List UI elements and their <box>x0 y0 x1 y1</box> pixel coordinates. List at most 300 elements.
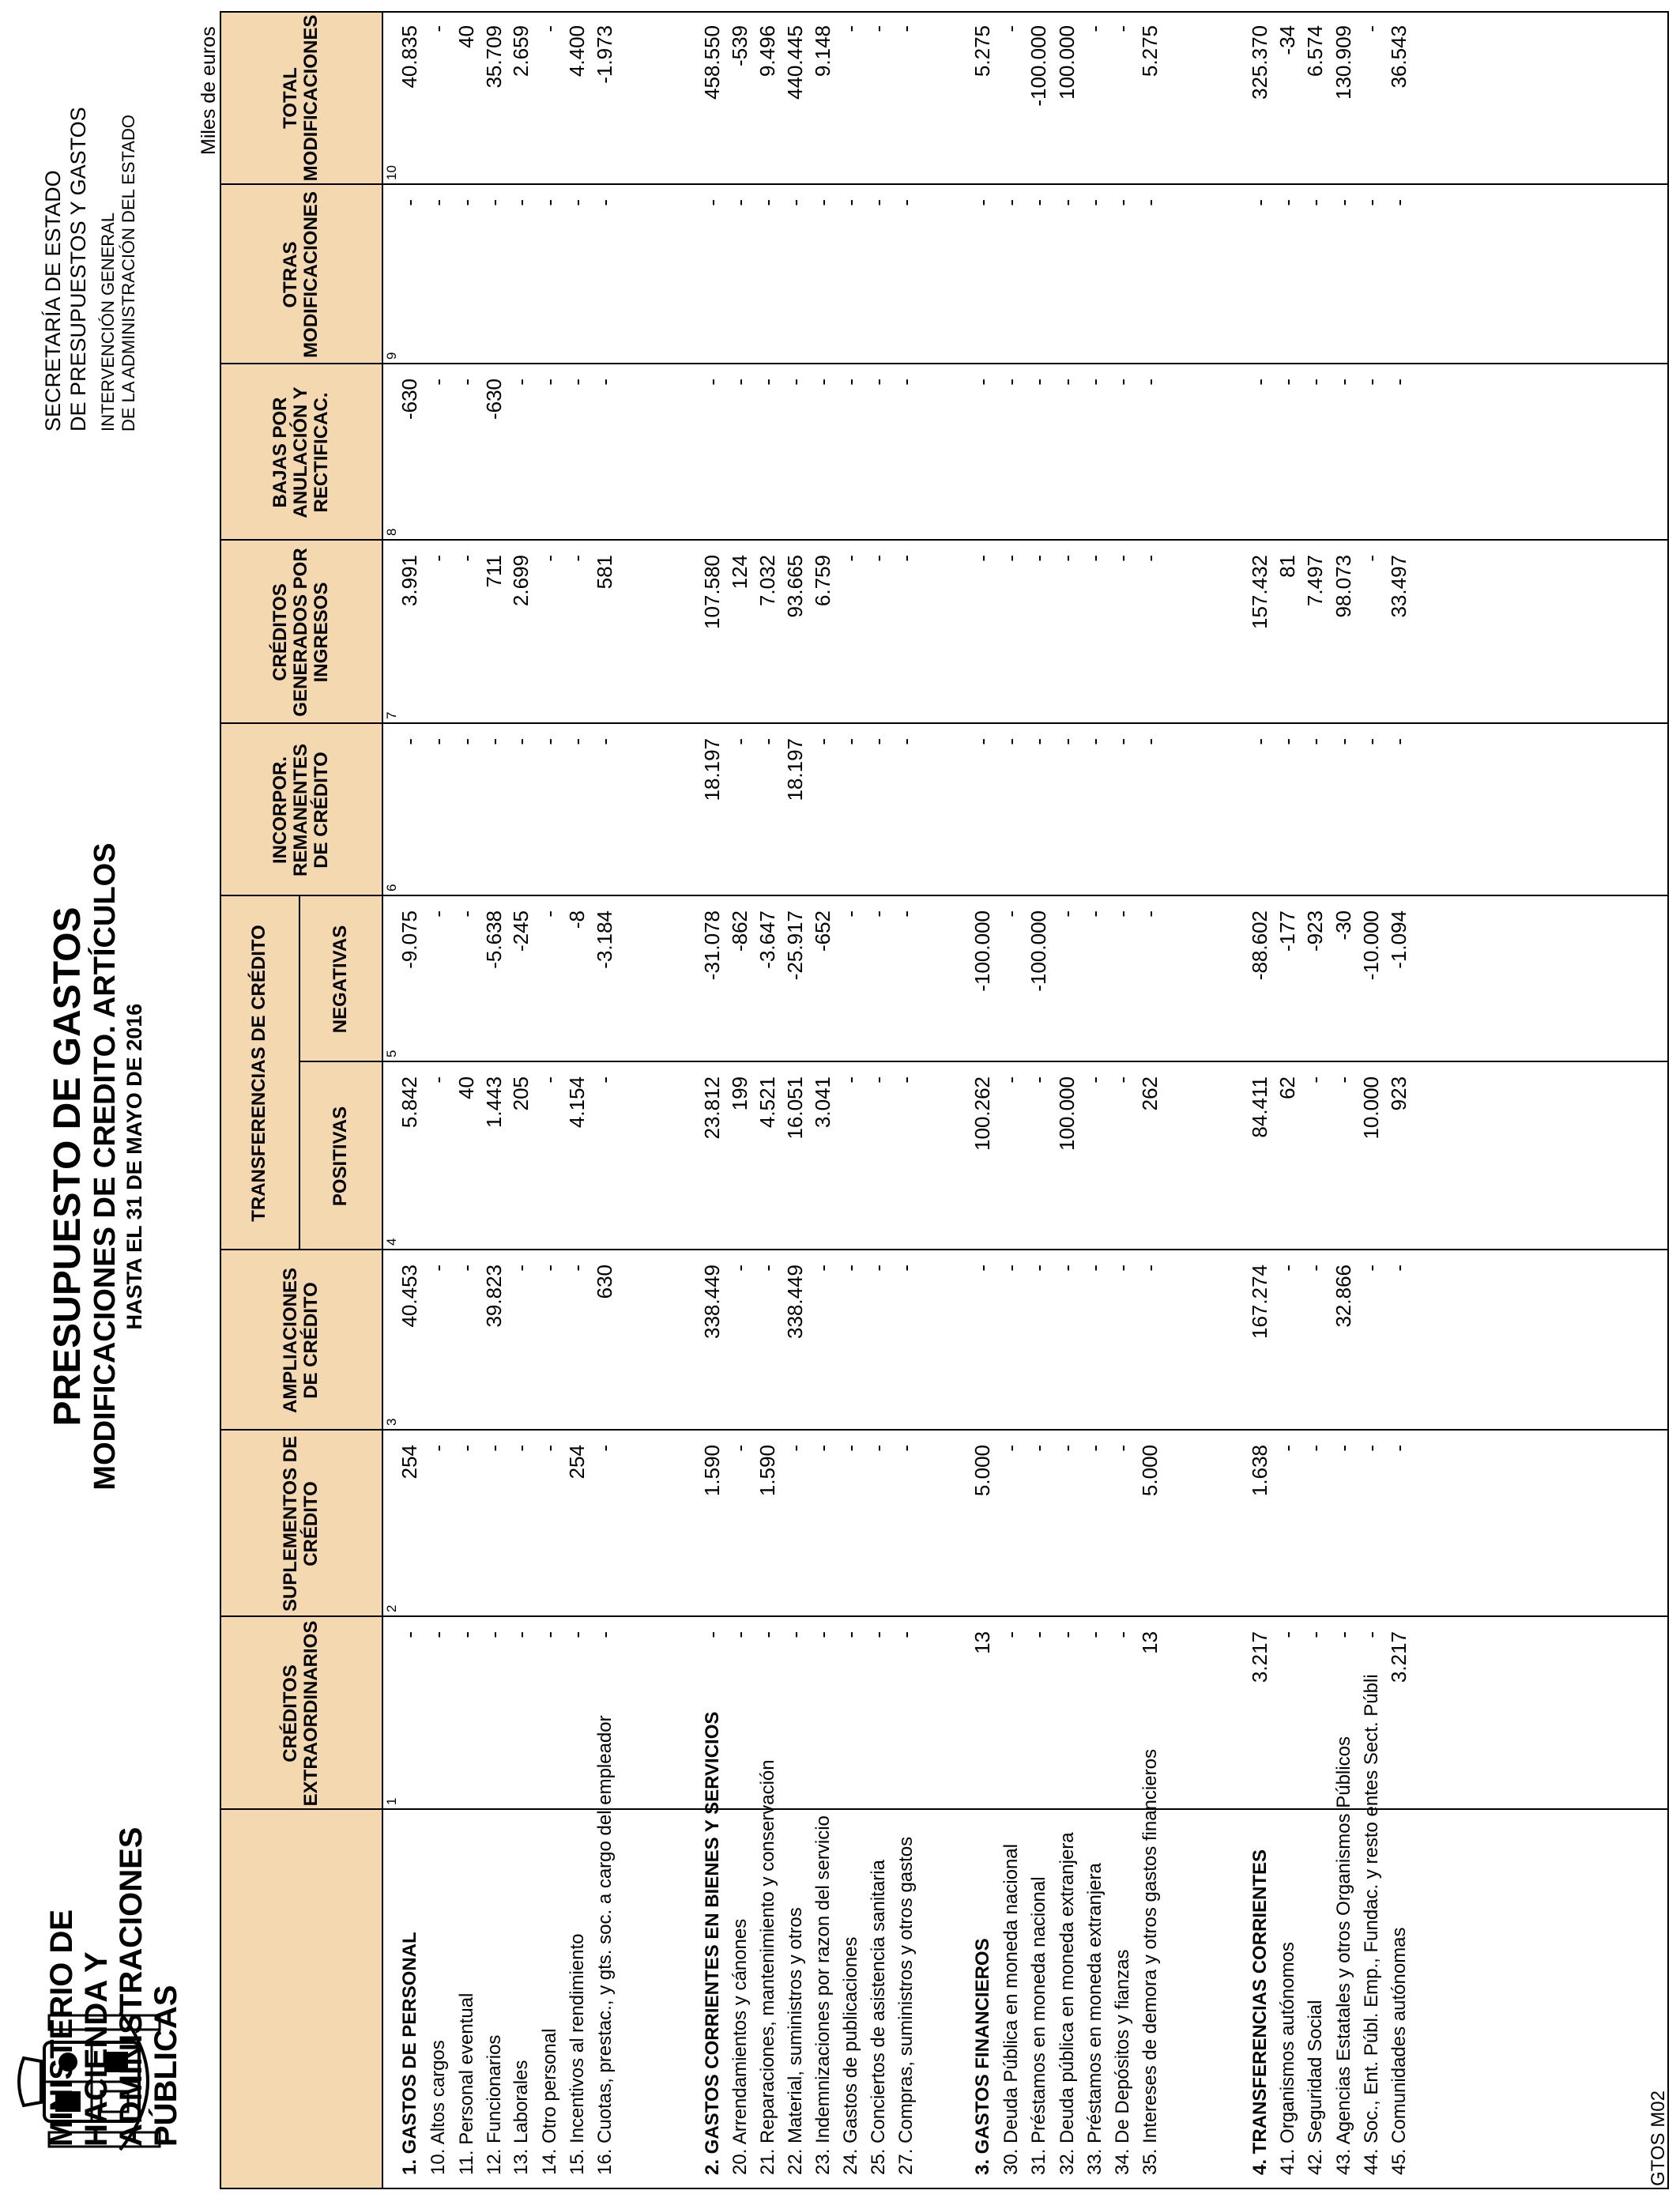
table-cell: 13 <box>970 1631 994 1654</box>
intervention-line: INTERVENCIÓN GENERAL <box>98 212 118 432</box>
table-cell: 100.262 <box>970 1076 994 1151</box>
row-label: 27. Compras, suministros y otros gastos <box>895 1836 917 2175</box>
table-cell: - <box>838 1631 862 1638</box>
table-cell: - <box>866 199 890 206</box>
row-label: 32. Deuda pública en moneda extranjera <box>1057 1832 1078 2175</box>
table-cell: 2.659 <box>509 25 533 77</box>
table-cell: - <box>426 25 450 32</box>
row-label: 34. De Depósitos y fianzas <box>1112 1949 1133 2175</box>
table-cell: 40 <box>454 1076 478 1099</box>
column-number: 5 <box>384 1050 399 1057</box>
column-header-c5 <box>302 901 379 1057</box>
table-cell: - <box>1055 910 1079 918</box>
table-cell: -10.000 <box>1359 910 1383 981</box>
table-cell: - <box>838 379 862 386</box>
column-divider <box>220 1249 1669 1250</box>
table-cell: 3.217 <box>1387 1631 1411 1683</box>
table-cell: - <box>811 1265 834 1272</box>
table-cell: - <box>755 379 779 386</box>
table-cell: 262 <box>1138 1076 1162 1111</box>
table-border <box>220 11 1669 13</box>
column-header-c3 <box>223 1255 379 1426</box>
table-cell: -88.602 <box>1248 910 1271 981</box>
row-label: 43. Agencias Estatales y otros Organismos Públicos <box>1333 1736 1354 2175</box>
table-cell: - <box>1359 738 1383 745</box>
table-cell: 84.411 <box>1248 1076 1271 1138</box>
table-cell: -539 <box>728 25 751 67</box>
table-cell: 4.154 <box>565 1076 589 1129</box>
table-cell: 440.445 <box>783 25 807 100</box>
table-cell: -923 <box>1303 910 1327 952</box>
table-cell: - <box>1359 25 1383 32</box>
row-label: 44. Soc., Ent. Públ. Emp., Fundac. y resto entes Sect. Públi <box>1361 1674 1382 2175</box>
table-cell: 16.051 <box>783 1076 807 1140</box>
table-cell: - <box>509 1631 533 1638</box>
table-cell: - <box>838 910 862 918</box>
table-cell: - <box>1110 1445 1134 1452</box>
table-cell: - <box>1026 1076 1050 1084</box>
table-cell: - <box>1332 379 1355 386</box>
table-cell: - <box>1387 379 1411 386</box>
column-number: 3 <box>384 1418 399 1426</box>
table-cell: 6.759 <box>811 555 834 607</box>
table-cell: - <box>1387 738 1411 745</box>
table-cell: - <box>1110 25 1134 32</box>
table-cell: - <box>811 1445 834 1452</box>
table-cell: - <box>866 1265 890 1272</box>
table-cell: -34 <box>1275 25 1299 55</box>
table-cell: - <box>1138 555 1162 562</box>
table-cell: - <box>783 1445 807 1452</box>
table-cell: - <box>454 199 478 206</box>
table-cell: - <box>838 199 862 206</box>
table-cell: - <box>1026 1265 1050 1272</box>
table-cell: 205 <box>509 1076 533 1111</box>
table-cell: - <box>1083 555 1106 562</box>
table-cell: - <box>1026 379 1050 386</box>
table-cell: - <box>894 1076 917 1084</box>
table-cell: 3.217 <box>1248 1631 1271 1683</box>
table-cell: 2.699 <box>509 555 533 607</box>
table-cell: 39.823 <box>482 1265 506 1328</box>
table-cell: - <box>1083 25 1106 32</box>
table-cell: 107.580 <box>700 555 724 629</box>
table-cell: - <box>838 1265 862 1272</box>
table-cell: - <box>1359 199 1383 206</box>
table-cell: 40.453 <box>397 1265 421 1328</box>
table-cell: - <box>537 1265 561 1272</box>
table-cell: - <box>593 379 616 386</box>
row-label: 10. Altos cargos <box>428 2040 449 2175</box>
table-cell: 630 <box>593 1265 616 1299</box>
table-cell: - <box>1110 738 1134 745</box>
table-cell: 62 <box>1275 1076 1299 1099</box>
table-cell: - <box>1055 738 1079 745</box>
table-cell: 5.842 <box>397 1076 421 1129</box>
table-cell: 81 <box>1275 555 1299 578</box>
table-cell: - <box>1055 1631 1079 1638</box>
table-cell: - <box>537 738 561 745</box>
table-cell: - <box>565 379 589 386</box>
table-cell: - <box>894 910 917 918</box>
table-cell: - <box>1026 199 1050 206</box>
column-header-c10 <box>223 16 379 180</box>
column-number: 6 <box>384 884 399 892</box>
table-cell: - <box>482 738 506 745</box>
table-cell: - <box>1332 738 1355 745</box>
column-number: 7 <box>384 711 399 719</box>
column-divider <box>220 539 1669 541</box>
table-cell: - <box>537 1631 561 1638</box>
table-cell: - <box>1026 555 1050 562</box>
table-cell: 4.521 <box>755 1076 779 1129</box>
table-cell: -862 <box>728 910 751 952</box>
table-cell: - <box>426 555 450 562</box>
table-cell: - <box>593 1631 616 1638</box>
table-cell: - <box>1359 1631 1383 1638</box>
table-cell: 32.866 <box>1332 1265 1355 1328</box>
column-divider <box>220 363 1669 364</box>
ministry-line: PÚBLICAS <box>149 1985 183 2147</box>
row-label: 41. Organismos autónomos <box>1277 1942 1298 2175</box>
table-cell: - <box>783 379 807 386</box>
column-divider <box>220 1429 1669 1431</box>
table-cell: 5.000 <box>1138 1445 1162 1497</box>
table-cell: 7.032 <box>755 555 779 607</box>
table-cell: - <box>1138 199 1162 206</box>
table-cell: - <box>866 1076 890 1084</box>
table-border <box>220 11 221 2189</box>
column-number: 1 <box>384 1797 399 1805</box>
table-cell: - <box>728 379 751 386</box>
table-cell: 1.443 <box>482 1076 506 1129</box>
column-number: 9 <box>384 352 399 360</box>
table-cell: 157.432 <box>1248 555 1271 629</box>
table-cell: 6.574 <box>1303 25 1327 77</box>
table-cell: -100.000 <box>970 910 994 992</box>
row-label: 45. Comunidades autónomas <box>1388 1927 1410 2175</box>
table-cell: - <box>1138 910 1162 918</box>
row-label: 35. Intereses de demora y otros gastos financieros <box>1139 1749 1161 2175</box>
table-cell: - <box>728 199 751 206</box>
table-cell: - <box>593 199 616 206</box>
table-cell: - <box>999 1265 1023 1272</box>
table-cell: 1.638 <box>1248 1445 1271 1497</box>
row-label: 11. Personal eventual <box>456 1992 477 2175</box>
table-cell: - <box>1248 199 1271 206</box>
table-cell: - <box>1026 738 1050 745</box>
column-header-c2 <box>223 1435 379 1612</box>
table-cell: - <box>1387 1445 1411 1452</box>
column-divider <box>299 1061 1669 1062</box>
table-cell: -1.973 <box>593 25 616 84</box>
table-cell: - <box>1110 1265 1134 1272</box>
table-cell: - <box>894 25 917 32</box>
table-cell: - <box>1110 555 1134 562</box>
table-cell: - <box>1359 379 1383 386</box>
table-cell: - <box>482 199 506 206</box>
ministry-line: MINISTERIO DE <box>44 1909 79 2147</box>
table-cell: - <box>1387 199 1411 206</box>
secretariat-line: DE PRESUPUESTOS Y GASTOS <box>66 107 90 432</box>
table-cell: - <box>999 738 1023 745</box>
column-header-c8 <box>223 369 379 536</box>
table-cell: - <box>838 555 862 562</box>
table-cell: - <box>565 1265 589 1272</box>
table-cell: - <box>426 1076 450 1084</box>
table-cell: - <box>1055 199 1079 206</box>
table-cell: - <box>1083 379 1106 386</box>
table-cell: -100.000 <box>1026 25 1050 107</box>
table-cell: 458.550 <box>700 25 724 100</box>
row-label: 12. Funcionarios <box>484 2034 505 2175</box>
column-number: 10 <box>384 165 399 180</box>
table-border <box>1667 11 1669 2189</box>
table-cell: 33.497 <box>1387 555 1411 618</box>
column-header-text: CRÉDITOS EXTRAORDINARIOS <box>279 1620 322 1807</box>
table-cell: - <box>811 379 834 386</box>
table-cell: -9.075 <box>397 910 421 969</box>
table-cell: 13 <box>1138 1631 1162 1654</box>
title-line-2: MODIFICACIONES DE CREDITO. ARTÍCULOS <box>89 843 122 1491</box>
table-cell: - <box>894 199 917 206</box>
table-cell: - <box>970 379 994 386</box>
table-cell: - <box>1359 1445 1383 1452</box>
table-cell: - <box>593 738 616 745</box>
column-divider <box>220 895 1669 896</box>
table-cell: 254 <box>397 1445 421 1480</box>
table-cell: -25.917 <box>783 910 807 981</box>
table-cell: - <box>755 1265 779 1272</box>
table-cell: - <box>537 379 561 386</box>
table-cell: - <box>1026 1631 1050 1638</box>
table-cell: - <box>1110 1076 1134 1084</box>
title-line-1: PRESUPUESTO DE GASTOS <box>47 907 89 1427</box>
table-cell: - <box>1275 1445 1299 1452</box>
column-number: 8 <box>384 528 399 536</box>
table-cell: - <box>397 1631 421 1638</box>
table-cell: 100.000 <box>1055 25 1079 100</box>
table-cell: - <box>783 1631 807 1638</box>
table-cell: - <box>728 1445 751 1452</box>
table-cell: - <box>1083 199 1106 206</box>
table-cell: - <box>509 199 533 206</box>
row-label: 23. Indemnizaciones por razon del servicio <box>812 1815 834 2175</box>
table-cell: - <box>838 25 862 32</box>
column-header-text: BAJAS POR ANULACIÓN Y RECTIFICAC. <box>269 386 332 518</box>
column-header-text: INCORPOR. REMANENTES DE CRÉDITO <box>269 744 332 877</box>
table-cell: - <box>1275 379 1299 386</box>
table-cell: - <box>1083 910 1106 918</box>
intervention-line: DE LA ADMINISTRACIÓN DEL ESTADO <box>119 115 138 432</box>
table-cell: 40 <box>454 25 478 48</box>
table-cell: 1.590 <box>700 1445 724 1497</box>
table-cell: - <box>482 1631 506 1638</box>
table-cell: - <box>509 379 533 386</box>
table-cell: - <box>894 1445 917 1452</box>
table-cell: - <box>509 1265 533 1272</box>
table-cell: - <box>999 910 1023 918</box>
table-cell: - <box>894 1265 917 1272</box>
table-cell: 3.991 <box>397 555 421 607</box>
table-cell: - <box>1275 1265 1299 1272</box>
table-cell: 124 <box>728 555 751 590</box>
row-label: 24. Gastos de publicaciones <box>840 1936 861 2175</box>
footer-code: GTOS M02 <box>1648 2090 1669 2186</box>
table-cell: 167.274 <box>1248 1265 1271 1339</box>
section-total-label: 3. GASTOS FINANCIEROS <box>972 1938 993 2175</box>
column-header-c7 <box>223 545 379 719</box>
section-total-label: 1. GASTOS DE PERSONAL <box>399 1932 420 2175</box>
row-label: 22. Material, suministros y otros <box>785 1907 806 2175</box>
table-cell: - <box>397 199 421 206</box>
table-cell: - <box>783 199 807 206</box>
table-cell: 18.197 <box>700 738 724 801</box>
table-cell: 199 <box>728 1076 751 1111</box>
table-cell: - <box>1275 1631 1299 1638</box>
table-cell: - <box>866 738 890 745</box>
column-header-text: SUPLEMENTOS DE CRÉDITO <box>279 1435 322 1612</box>
table-cell: - <box>509 738 533 745</box>
table-cell: - <box>970 199 994 206</box>
table-cell: - <box>426 1445 450 1452</box>
table-cell: - <box>894 738 917 745</box>
table-cell: 35.709 <box>482 25 506 89</box>
row-label: 21. Reparaciones, mantenimiento y conservación <box>757 1759 778 2175</box>
table-cell: - <box>1083 1265 1106 1272</box>
table-cell: - <box>1083 1631 1106 1638</box>
table-cell: 5.275 <box>1138 25 1162 77</box>
table-cell: - <box>1359 555 1383 562</box>
table-cell: - <box>755 738 779 745</box>
column-header-text: TRANSFERENCIAS DE CRÉDITO <box>248 925 269 1222</box>
table-cell: 5.275 <box>970 25 994 77</box>
table-cell: - <box>537 199 561 206</box>
table-cell: - <box>454 555 478 562</box>
table-cell: - <box>811 1631 834 1638</box>
table-cell: - <box>537 25 561 32</box>
table-cell: - <box>1303 1265 1327 1272</box>
table-cell: - <box>1303 738 1327 745</box>
table-cell: - <box>970 555 994 562</box>
table-cell: - <box>1248 738 1271 745</box>
table-cell: 18.197 <box>783 738 807 801</box>
table-cell: -1.094 <box>1387 910 1411 969</box>
table-cell: - <box>593 1445 616 1452</box>
table-cell: -630 <box>482 379 506 420</box>
row-label: 15. Incentivos al rendimiento <box>567 1933 588 2175</box>
column-number: 4 <box>384 1238 399 1246</box>
table-cell: - <box>1359 1265 1383 1272</box>
row-label: 20. Arrendamientos y cánones <box>729 1918 751 2175</box>
table-cell: - <box>1303 1445 1327 1452</box>
column-divider <box>220 1808 1669 1810</box>
column-header-c1 <box>223 1622 379 1805</box>
table-cell: - <box>838 738 862 745</box>
table-cell: - <box>1083 1445 1106 1452</box>
table-cell: 3.041 <box>811 1076 834 1129</box>
header-separator <box>382 11 383 2189</box>
table-cell: - <box>1332 1076 1355 1084</box>
row-label: 42. Seguridad Social <box>1305 2000 1326 2175</box>
table-cell: - <box>565 1631 589 1638</box>
table-cell: - <box>866 1631 890 1638</box>
table-cell: - <box>970 1265 994 1272</box>
table-cell: - <box>700 379 724 386</box>
table-cell: -245 <box>509 910 533 952</box>
table-cell: - <box>397 738 421 745</box>
table-cell: - <box>426 1631 450 1638</box>
column-header-text: POSITIVAS <box>329 1106 351 1207</box>
table-cell: - <box>866 555 890 562</box>
table-cell: - <box>1110 199 1134 206</box>
row-label: 30. Deuda Pública en moneda nacional <box>1000 1844 1022 2175</box>
table-cell: - <box>1055 1445 1079 1452</box>
section-total-label: 2. GASTOS CORRIENTES EN BIENES Y SERVICIOS <box>702 1711 723 2175</box>
row-label: 33. Préstamos en moneda extranjera <box>1084 1863 1106 2175</box>
table-cell: - <box>537 1445 561 1452</box>
table-cell: -3.647 <box>755 910 779 969</box>
table-cell: - <box>755 1631 779 1638</box>
table-cell: - <box>426 738 450 745</box>
table-cell: - <box>838 1445 862 1452</box>
table-cell: -3.184 <box>593 910 616 969</box>
column-divider <box>220 722 1669 724</box>
table-cell: - <box>866 379 890 386</box>
table-cell: -5.638 <box>482 910 506 969</box>
column-divider <box>220 1615 1669 1617</box>
table-cell: 93.665 <box>783 555 807 618</box>
table-cell: 4.400 <box>565 25 589 77</box>
table-cell: - <box>728 1265 751 1272</box>
table-cell: 325.370 <box>1248 25 1271 100</box>
table-cell: - <box>838 1076 862 1084</box>
table-cell: - <box>1248 379 1271 386</box>
table-cell: - <box>1026 1445 1050 1452</box>
table-cell: - <box>999 1076 1023 1084</box>
column-header-text: AMPLIACIONES DE CRÉDITO <box>279 1268 322 1414</box>
table-cell: 1.590 <box>755 1445 779 1497</box>
table-cell: - <box>700 199 724 206</box>
row-label: 16. Cuotas, prestac., y gts. soc. a cargo del empleador <box>594 1715 616 2175</box>
table-cell: - <box>999 379 1023 386</box>
title-line-3: HASTA EL 31 DE MAYO DE 2016 <box>122 1003 146 1330</box>
table-cell: 254 <box>565 1445 589 1480</box>
table-cell: - <box>1110 910 1134 918</box>
table-cell: -100.000 <box>1026 910 1050 992</box>
table-cell: - <box>1083 1076 1106 1084</box>
table-cell: -630 <box>397 379 421 420</box>
table-cell: - <box>755 199 779 206</box>
table-cell: - <box>1303 199 1327 206</box>
table-cell: - <box>1303 1076 1327 1084</box>
row-label: 14. Otro personal <box>539 2028 560 2175</box>
table-cell: - <box>454 1631 478 1638</box>
row-label: 25. Conciertos de asistencia sanitaria <box>868 1860 889 2175</box>
table-cell: - <box>509 1445 533 1452</box>
table-cell: - <box>1275 199 1299 206</box>
table-cell: - <box>1303 1631 1327 1638</box>
table-cell: - <box>426 1265 450 1272</box>
table-cell: - <box>1138 1265 1162 1272</box>
table-cell: - <box>700 1631 724 1638</box>
table-cell: - <box>454 738 478 745</box>
table-cell: 581 <box>593 555 616 590</box>
ministry-line: ADMINISTRACIONES <box>114 1826 149 2147</box>
table-cell: - <box>1083 738 1106 745</box>
column-header-c6 <box>223 729 379 892</box>
table-cell: - <box>894 379 917 386</box>
